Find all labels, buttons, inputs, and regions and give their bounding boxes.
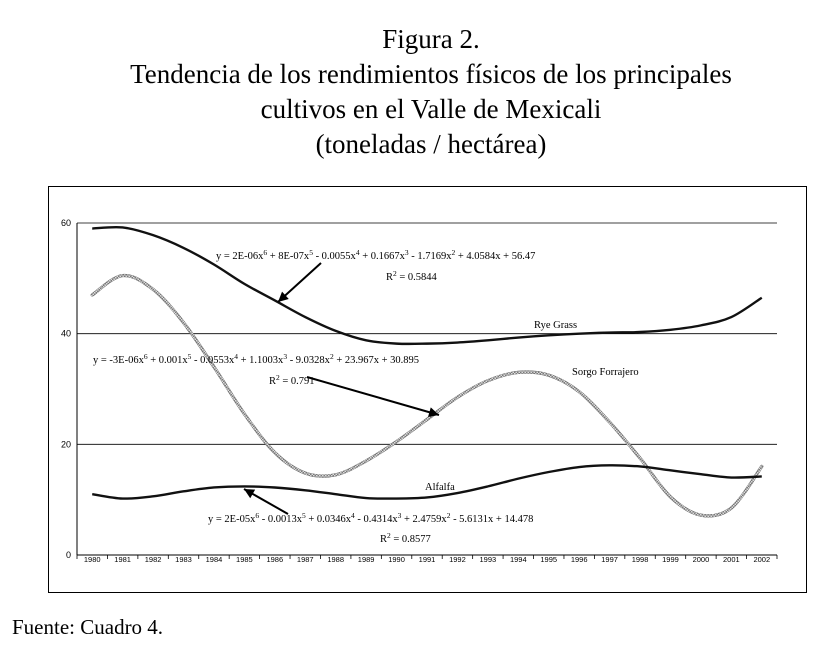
figure-title-line-3: (toneladas / hectárea) [315,129,547,159]
equation-sorgo-forrajero: $y = -3E-06x^6 + 0.001x^5 - 0.0553x^4 + 1.1003x^3 - 9.0328x^2 + 23.967x + 30.895$ [93,351,420,366]
series-line-rye-grass [92,227,762,344]
x-tick-label-1993: 1993 [479,555,497,564]
series-label-alfalfa: Alfalfa [425,482,455,493]
x-tick-label-1981: 1981 [114,555,131,564]
series-line-sorgo-forrajero [92,275,762,515]
x-tick-label-1991: 1991 [418,555,436,564]
x-tick-label-1980: 1980 [83,555,101,564]
x-tick-label-2002: 2002 [753,555,771,564]
arrow-sorgo-forrajero-shaft [307,377,439,415]
x-tick-label-1988: 1988 [327,555,345,564]
figure-source: Fuente: Cuadro 4. [12,615,164,639]
label-layer [93,248,639,546]
series-layer [91,226,763,516]
figure-title-line-1: Tendencia de los rendimientos físicos de los principales [130,59,732,89]
x-tick-label-1999: 1999 [662,555,679,564]
x-tick-label-1995: 1995 [540,555,558,564]
equation-rye-grass: $y = 2E-06x^6 + 8E-07x^5 - 0.0055x^4 + 0.1667x^3 - 1.7169x^2 + 4.0584x + 56.47$ [216,247,536,262]
x-tick-label-1984: 1984 [205,555,223,564]
r2-rye-grass: $R^2 = 0.5844$ [386,268,437,283]
r2-sorgo-forrajero: $R^2 = 0.791$ [269,372,315,387]
x-tick-label-1983: 1983 [175,555,192,564]
y-tick-label-0: 0 [65,550,71,560]
axis-layer [61,218,777,564]
figure-title-line-2: cultivos en el Valle de Mexicali [260,94,602,124]
x-tick-label-1992: 1992 [449,555,466,564]
x-tick-label-2000: 2000 [692,555,710,564]
series-label-sorgo-forrajero: Sorgo Forrajero [572,367,639,378]
y-tick-label-40: 40 [60,328,71,339]
series-line-outline-sorgo-forrajero [92,275,762,515]
x-tick-label-1990: 1990 [388,555,405,564]
x-tick-label-1996: 1996 [570,555,588,564]
x-tick-label-1994: 1994 [509,555,527,564]
x-tick-label-1998: 1998 [631,555,649,564]
equation-alfalfa: $y = 2E-05x^6 - 0.0013x^5 + 0.0346x^4 - 0.4314x^3 + 2.4759x^2 - 5.6131x + 14.478$ [208,510,534,525]
y-tick-label-20: 20 [60,439,71,450]
x-tick-label-1989: 1989 [357,555,375,564]
x-tick-label-1986: 1986 [266,555,284,564]
figure-number: Figura 2. [382,24,480,54]
r2-alfalfa: $R^2 = 0.8577$ [380,530,431,545]
arrow-sorgo-forrajero [307,377,439,417]
x-tick-label-2001: 2001 [723,555,740,564]
series-label-rye-grass: Rye Grass [534,320,578,331]
chart-svg [49,187,806,592]
x-tick-label-1997: 1997 [601,555,618,564]
x-tick-label-1982: 1982 [144,555,162,564]
x-tick-label-1987: 1987 [296,555,314,564]
chart-frame [48,186,807,593]
x-tick-label-1985: 1985 [236,555,253,564]
y-tick-label-60: 60 [60,218,71,228]
figure-title-block [0,22,817,162]
arrow-rye-grass [278,263,321,302]
arrow-alfalfa [244,489,288,514]
